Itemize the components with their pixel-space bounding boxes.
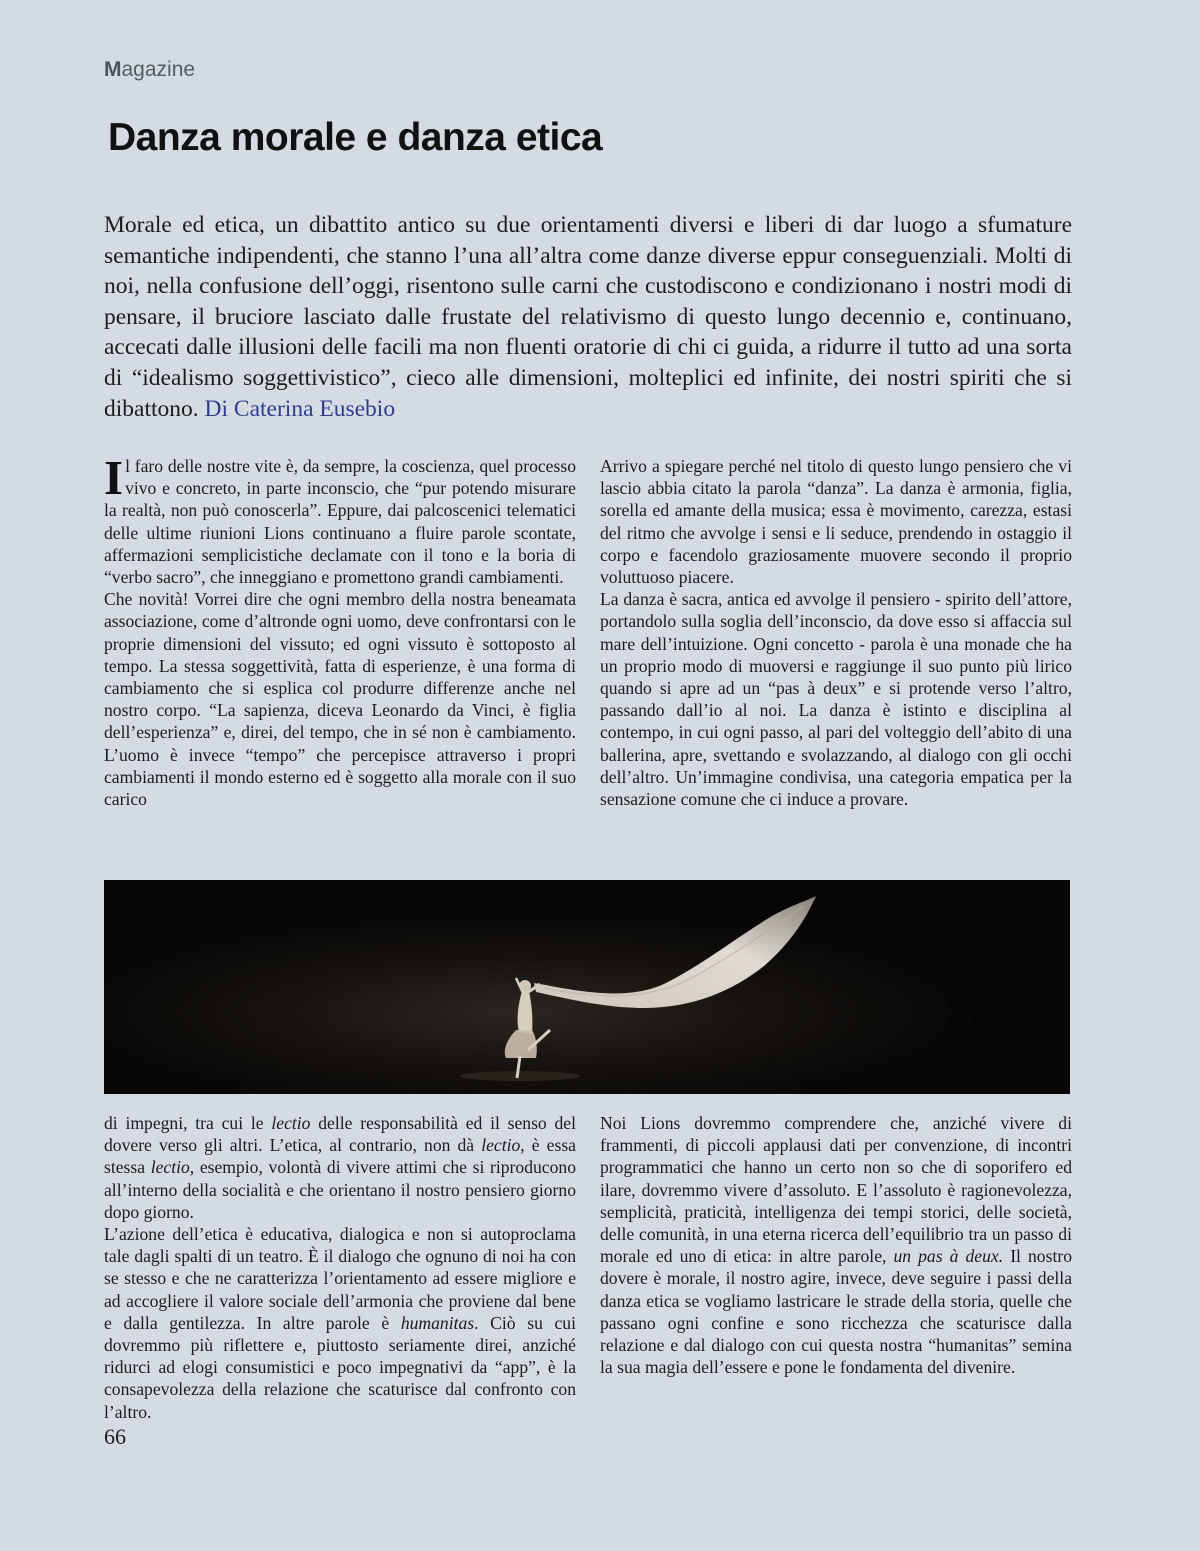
- paragraph: [104, 1112, 576, 1223]
- article-title: Danza morale e danza etica: [108, 116, 603, 159]
- dancer-photo: [104, 880, 1070, 1094]
- paragraph-text: l faro delle nostre vite è, da sempre, la coscienza, quel processo vivo e concreto, in parte inconscio, che “pur potendo misurare la realtà, non può conoscerla”. Eppure, dai palcoscenici telematici delle ultime riunioni Lions continuano a fluire parole scontate, affermazioni semplicistiche declamate con il tono e la boria di “verbo sacro”, che inneggiano e promettono grandi cambiamenti.: [104, 456, 576, 588]
- text-run: . Ciò su cui dovremmo più riflettere e, piuttosto seriamente direi, anziché ridurci ad elogi consumistici e poco impegnativi da “app”, è la consapevolezza della relazione che scaturisce dal confronto con l’altro.: [104, 1312, 576, 1422]
- paragraph: [104, 450, 576, 588]
- paragraph: Che novità! Vorrei dire che ogni membro della nostra beneamata associazione, come d’altronde ogni uomo, deve confrontarsi con le proprie dimensioni del vissuto; ed ogni vissuto è sottoposto al tempo. La stessa soggettività, fatta di esperienze, è una forma di cambiamento che si esplica col produrre differenze anche nel nostro corpo. “La sapienza, diceva Leonardo da Vinci, è figlia dell’esperienza” e, direi, del tempo, che in sé non è cambiamento. L’uomo è invece “tempo” che percepisce attraverso i propri cambiamenti il mondo esterno ed è soggetto alla morale con il suo carico: [104, 589, 576, 810]
- text-run: L’azione dell’etica è educativa, dialogica e non si autoproclama tale dagli spalti di un teatro. È il dialogo che ognuno di noi ha con se stesso e che ne caratterizza l’orientamento ad essere migliore e ad accogliere il valore sociale dell’armonia che proviene dal bene e dalla gentilezza. In altre parole è: [104, 1224, 576, 1333]
- dancer-illustration: [104, 880, 1070, 1094]
- article-lead: [104, 210, 1072, 424]
- drop-cap: I: [104, 450, 124, 505]
- lead-text: Morale ed etica, un dibattito antico su due orientamenti diversi e liberi di dar luogo a sfumature semantiche indipendenti, che stanno l’una all’altra come danze diverse eppur conseguenziali. Molti di noi, nella confusione dell’oggi, risentono sulle carni che custodiscono e condizionano i nostri modi di pensare, il bruciore lasciato dalle frustate del relativismo di questo lungo decennio e, continuano, accecati dalle illusioni delle facili ma non fluenti oratorie di chi ci guida, a ridurre il tutto ad una sorta di “idealismo soggettivistico”, cieco alle dimensioni, molteplici ed infinite, dei nostri spiriti che si dibattono.: [104, 212, 1072, 422]
- paragraph: [104, 1223, 576, 1423]
- italic-term: un pas à deux.: [893, 1246, 1004, 1267]
- section-label: [104, 58, 195, 82]
- text-run: delle responsabilità ed il senso del dovere verso gli altri. L’etica, al contrario, non dà: [104, 1113, 577, 1156]
- text-run: Noi Lions dovremmo comprendere che, anziché vivere di frammenti, di piccoli applausi dati per convenzione, di incontri programmatici che hanno un certo non so che di soporifero ed ilare, dovremmo vivere d’assoluto. E l’assoluto è ragionevolezza, semplicità, praticità, intelligenza dei tempi storici, delle società, delle comunità, in una eterna ricerca dell’equilibrio tra un passo di morale ed uno di etica: in altre parole,: [600, 1113, 1072, 1267]
- page-number: 66: [104, 1424, 126, 1449]
- italic-term: lectio: [481, 1135, 521, 1156]
- author-byline: Di Caterina Eusebio: [204, 395, 396, 422]
- text-run: , esempio, volontà di vivere attimi che si riproducono all’interno della socialità e che orientano il nostro pensiero giorno dopo giorno.: [104, 1157, 576, 1222]
- section-label-initial: M: [104, 58, 122, 81]
- text-run: di impegni, tra cui le: [104, 1113, 272, 1133]
- paragraph: [600, 1112, 1072, 1378]
- column-top-left: [104, 450, 576, 810]
- column-bottom-right: [600, 1112, 1072, 1378]
- stage-background: [104, 880, 1070, 1094]
- stage-floor-glow: [460, 1071, 580, 1081]
- paragraph: La danza è sacra, antica ed avvolge il pensiero - spirito dell’attore, portandolo sulla soglia dell’inconscio, da dove esso si affaccia sul mare dell’intuizione. Ogni concetto - parola è una monade che ha un proprio modo di muoversi e raggiunge il suo punto più lirico quando si apre ad un “pas à deux” e si protende verso l’altro, passando dall’io al noi. La danza è istinto e disciplina al contempo, in cui ogni passo, al pari del volteggio dell’abito di una ballerina, apre, svettando e svolazzando, al dialogo con gli occhi dell’altro. Un’immagine condivisa, una categoria empatica per la sensazione comune che ci induce a provare.: [600, 589, 1072, 810]
- italic-term: lectio: [150, 1157, 190, 1178]
- paragraph: Arrivo a spiegare perché nel titolo di questo lungo pensiero che vi lascio abbia citato la parola “danza”. La danza è armonia, figlia, sorella ed amante della musica; essa è movimento, carezza, estasi del ritmo che avvolge i sensi e li seduce, prendendo in ostaggio il corpo e facendolo graziosamente muovere secondo il proprio voluttuoso piacere.: [600, 456, 1072, 588]
- column-bottom-left: [104, 1112, 576, 1423]
- italic-term: lectio: [271, 1113, 311, 1133]
- text-run: , è essa stessa: [104, 1135, 576, 1178]
- italic-term: humanitas: [400, 1312, 475, 1333]
- text-run: Il nostro dovere è morale, il nostro agire, invece, deve seguire i passi della danza etica se vogliamo lastricare le strade della storia, quelle che passano ogni confine e sono ricchezza che scaturisce dalla relazione e dal dialogo con cui questa nostra “humanitas” semina la sua magia dell’essere e pone le fondamenta del divenire.: [600, 1246, 1072, 1378]
- section-label-rest: agazine: [121, 58, 196, 81]
- column-top-right: [600, 455, 1072, 810]
